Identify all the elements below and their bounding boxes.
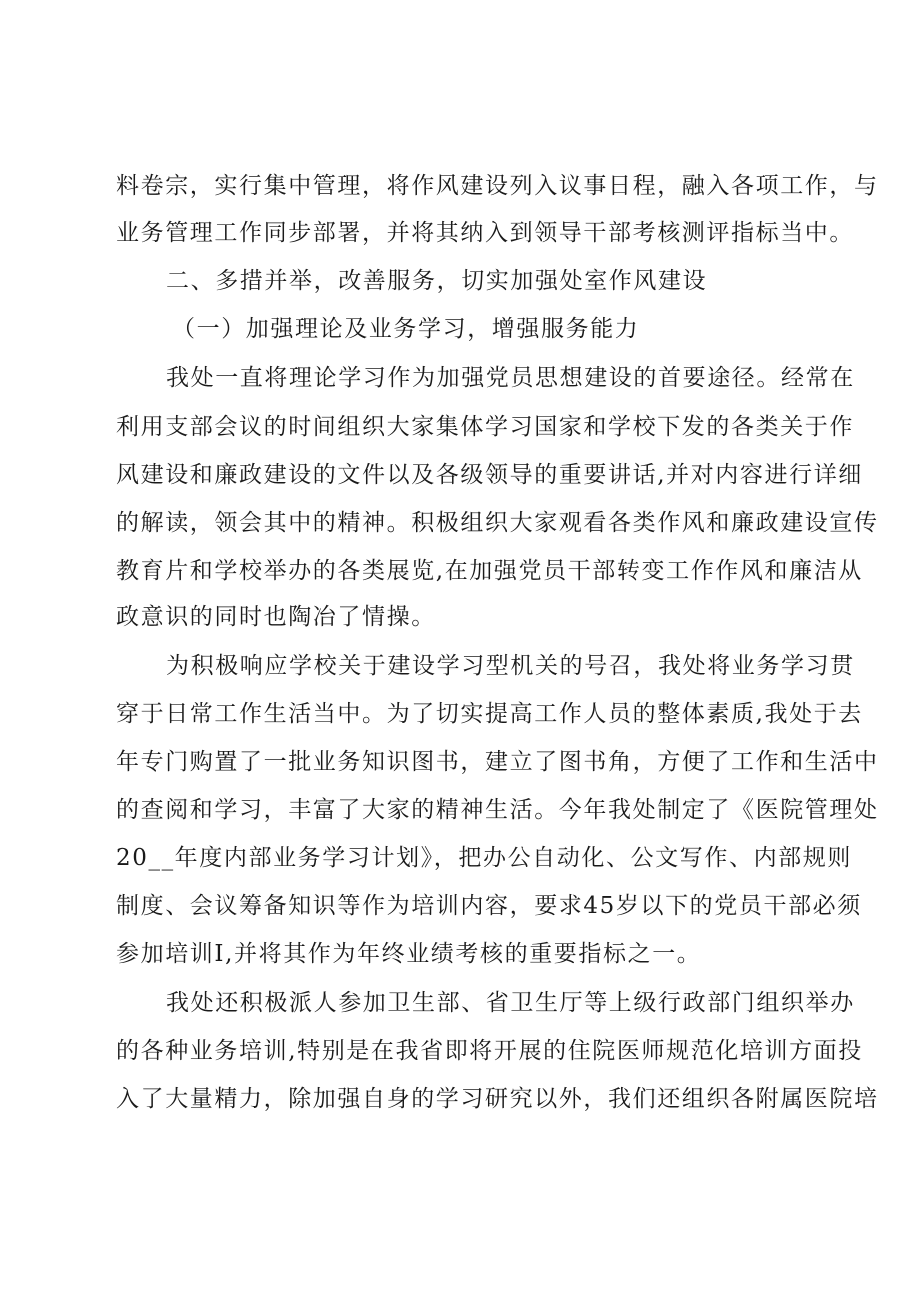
paragraph-3-line-5: 20__年度内部业务学习计划》，把办公自动化、公文写作、内部规则 [116, 845, 852, 871]
paragraph-3-line-2: 穿于日常工作生活当中。为了切实提高工作人员的整体素质,我处于去 [116, 701, 863, 727]
paragraph-2-line-5: 教育片和学校举办的各类展览,在加强党员干部转变工作作风和廉洁从 [116, 558, 863, 584]
paragraph-2-line-6: 政意识的同时也陶冶了情操。 [116, 604, 436, 630]
section-heading-2: 二、多措并举，改善服务，切实加强处室作风建设 [166, 268, 708, 294]
paragraph-3-line-1: 为积极响应学校关于建设学习型机关的号召，我处将业务学习贯 [166, 653, 855, 679]
paragraph-3-line-4: 的查阅和学习，丰富了大家的精神生活。今年我处制定了《医院管理处 [116, 797, 879, 823]
paragraph-3-line-7: 参加培训I,并将其作为年终业绩考核的重要指标之一。 [116, 941, 702, 967]
paragraph-4-line-3: 入了大量精力，除加强自身的学习研究以外，我们还组织各附属医院培 [116, 1086, 879, 1112]
paragraph-4-line-2: 的各种业务培训,特别是在我省即将开展的住院医师规范化培训方面投 [116, 1038, 863, 1064]
subsection-heading-1: （一）加强理论及业务学习，增强服务能力 [172, 316, 640, 342]
paragraph-3-line-6: 制度、会议筹备知识等作为培训内容，要求45岁以下的党员干部必须 [116, 893, 862, 919]
paragraph-2-line-1: 我处一直将理论学习作为加强党员思想建设的首要途径。经常在 [166, 365, 855, 391]
paragraph-3-line-3: 年专门购置了一批业务知识图书，建立了图书角，方便了工作和生活中 [116, 749, 879, 775]
paragraph-2-line-3: 风建设和廉政建设的文件以及各级领导的重要讲话,并对内容进行详细 [116, 462, 863, 488]
paragraph-2-line-4: 的解读，领会其中的精神。积极组织大家观看各类作风和廉政建设宣传 [116, 510, 879, 536]
paragraph-1-line-1: 料卷宗，实行集中管理，将作风建设列入议事日程，融入各项工作，与 [116, 173, 879, 199]
paragraph-4-line-1: 我处还积极派人参加卫生部、省卫生厅等上级行政部门组织举办 [166, 990, 855, 1016]
paragraph-1-line-2: 业务管理工作同步部署，并将其纳入到领导干部考核测评指标当中。 [116, 220, 854, 246]
paragraph-2-line-2: 利用支部会议的时间组织大家集体学习国家和学校下发的各类关于作 [116, 414, 854, 440]
